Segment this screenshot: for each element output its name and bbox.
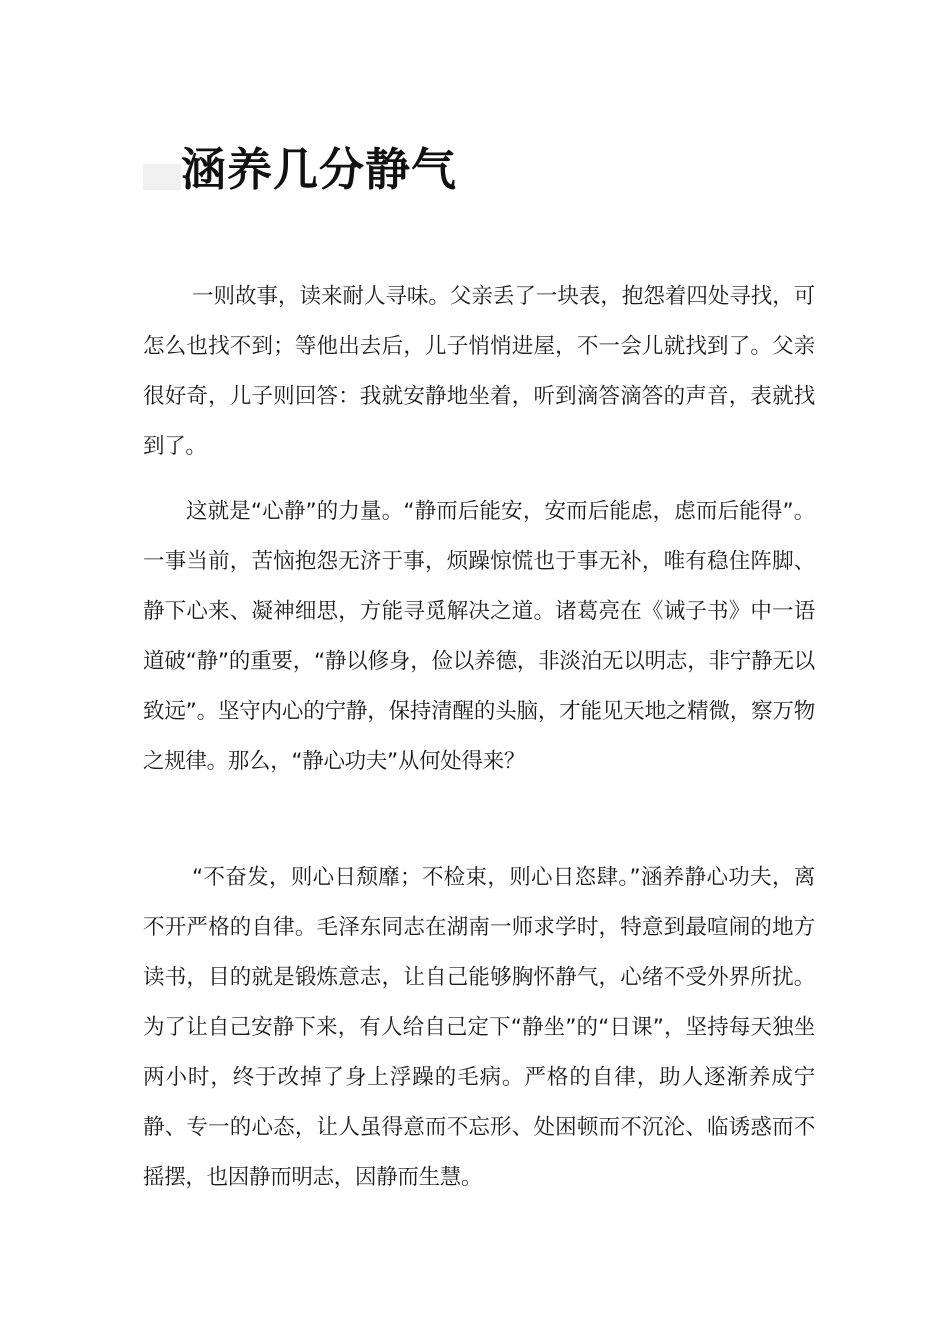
paragraph-1: 一则故事，读来耐人寻味。父亲丢了一块表，抱怨着四处寻找，可怎么也找不到；等他出去后，儿子悄悄进屋，不一会儿就找到了。父亲很好奇，儿子则回答：我就安静地坐着，听到滴答滴答的声音，表就找到了。 <box>143 284 815 459</box>
paragraph-3: “不奋发，则心日颓靡；不检束，则心日恣肆。”涵养静心功夫，离不开严格的自律。毛泽东同志在湖南一师求学时，特意到最喧闹的地方读书，目的就是锻炼意志，让自己能够胸怀静气，心绪不受外界所扰。为了让自己安静下来，有人给自己定下“静坐”的“日课”，坚持每天独坐两小时，终于改掉了身上浮躁的毛病。严格的自律，助人逐渐养成宁静、专一的心态，让人虽得意而不忘形、处困顿而不沉沦、临诱惑而不摇摆，也因静而明志，因静而生慧。 <box>143 865 815 1190</box>
document-title: 涵养几分静气 <box>181 143 458 196</box>
paragraph-2: 这就是“心静”的力量。“静而后能安，安而后能虑，虑而后能得”。一事当前，苦恼抱怨无济于事，烦躁惊慌也于事无补，唯有稳住阵脚、静下心来、凝神细思，方能寻觅解决之道。诸葛亮在《诫子书》中一语道破“静”的重要，“静以修身，俭以养德，非淡泊无以明志，非宁静无以致远”。坚守内心的宁静，保持清醒的头脑，才能见天地之精微，察万物之规律。那么，“静心功夫”从何处得来？ <box>143 499 815 774</box>
title-block <box>143 138 457 202</box>
title-highlight-mark <box>143 164 181 190</box>
